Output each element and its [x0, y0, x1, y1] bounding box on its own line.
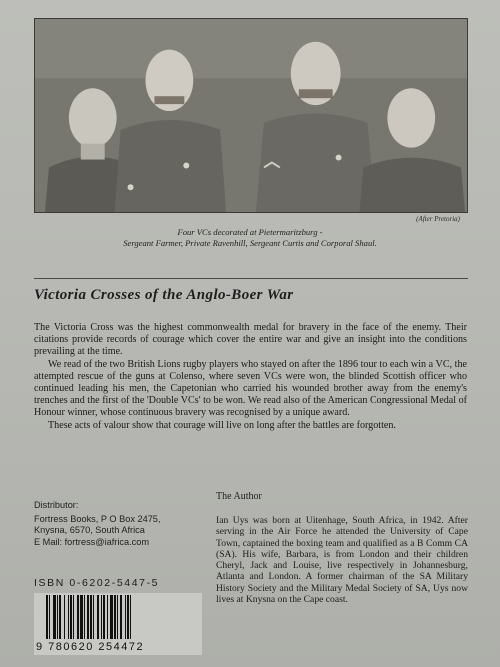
- distributor-line-1: Fortress Books, P O Box 2475,: [34, 513, 161, 524]
- photo-credit: (After Pretoria): [416, 215, 460, 223]
- description-text: [34, 322, 467, 432]
- paragraph-3: These acts of valour show that courage will live on long after the battles are forgotten.: [48, 419, 396, 431]
- paragraph-1: The Victoria Cross was the highest commonwealth medal for bravery in the face of the enemy. Their citations provide records of courage which cover the entire war and give an insight into the conditions prevailing at the time.: [34, 322, 467, 358]
- distributor-label: Distributor:: [34, 500, 79, 510]
- distributor-info: [34, 500, 204, 548]
- isbn-number: ISBN 0-6202-5447-5: [34, 577, 160, 589]
- author-biography: Ian Uys was born at Uitenhage, South Africa, in 1942. After serving in the Air Force he attended the University of Cape Town, captained the boxing team and qualified as a B Comm CA (SA). His wife, Barbara, is from London and their children Cheryl, Jack and Louise, live respectively in Johannesburg, Atlanta and London. A former chairman of the SA Military History Society and the Military Medal Society of SA, Uys now lives at Knysna on the Cape coast.: [216, 515, 468, 606]
- historical-photograph: [34, 18, 468, 213]
- barcode-bars: [46, 595, 196, 639]
- caption-line-1: Four VCs decorated at Pietermaritzburg -: [177, 227, 323, 237]
- four-soldiers-photo: [35, 19, 467, 212]
- section-title: Victoria Crosses of the Anglo-Boer War: [34, 287, 294, 303]
- distributor-line-2: Knysna, 6570, South Africa: [34, 525, 145, 536]
- divider: [34, 278, 468, 279]
- caption-line-2: Sergeant Farmer, Private Ravenhill, Sergeant Curtis and Corporal Shaul.: [123, 238, 377, 248]
- photo-caption: [0, 227, 500, 249]
- paragraph-2: We read of the two British Lions rugby players who stayed on after the 1896 tour to each win a VC, the attempted rescue of the guns at Colenso, where seven VCs were won, the blinded Scottish officer who continued leading his men, the Capetonian who carried his wounded brother away from the enemy's trenches and the first of the 'Double VCs' to be won. We read also of the American Congressional Medal of Honour winner, whose continuous bravery was recognised by a unique award.: [34, 358, 467, 419]
- author-heading: The Author: [216, 491, 262, 502]
- barcode: [34, 593, 202, 655]
- distributor-email: E Mail: fortress@iafrica.com: [34, 536, 150, 547]
- barcode-digits: 9 780620 254472: [36, 641, 145, 653]
- barcode-bar: [131, 595, 133, 639]
